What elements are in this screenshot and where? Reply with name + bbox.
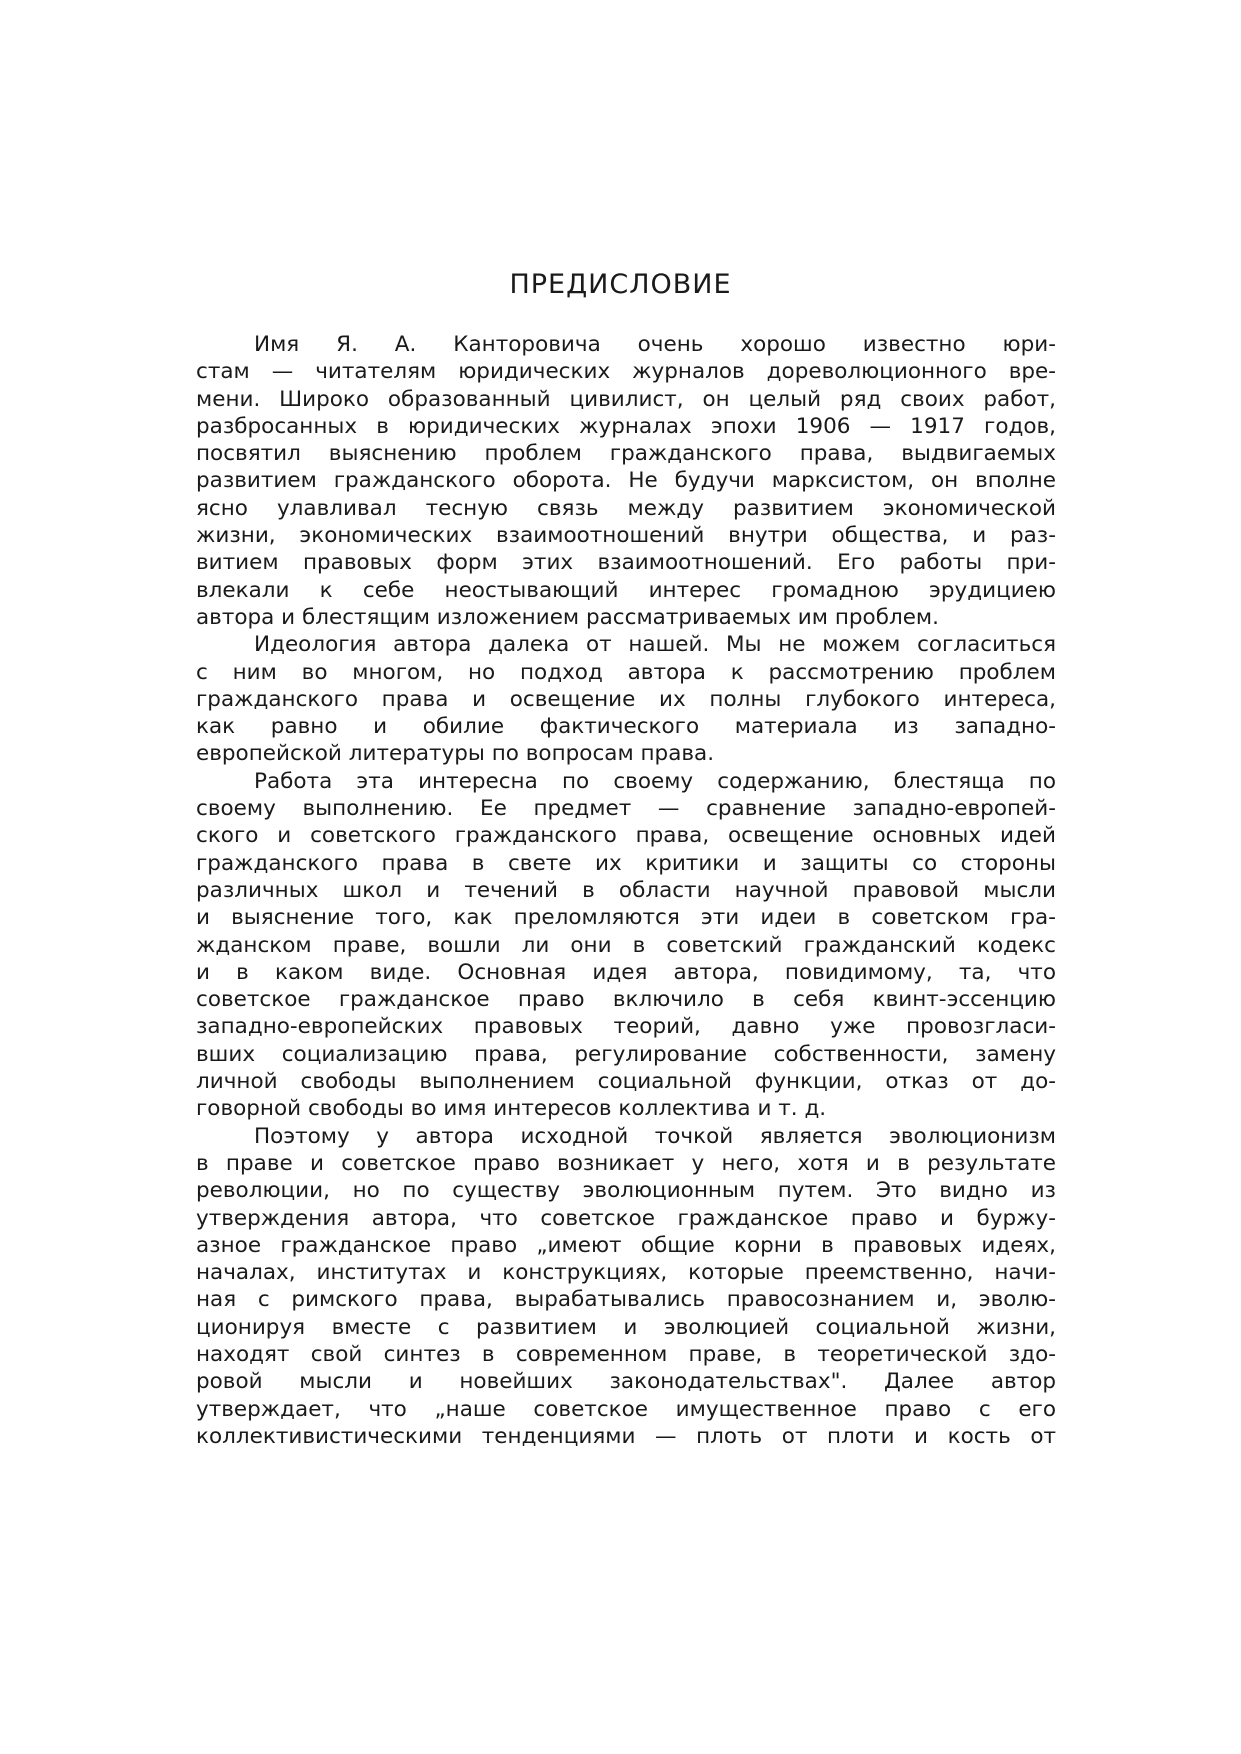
text-line: советское гражданское право включило в себя квинт-эссенцию [196, 987, 1056, 1013]
text-line: разбросанных в юридических журналах эпохи 1906 — 1917 годов, [196, 413, 1056, 439]
text-line: с ним во многом, но подход автора к рассмотрению проблем [196, 659, 1056, 685]
text-line: ского и советского гражданского права, освещение основных идей [196, 823, 1056, 849]
text-line: утверждает, что „наше советское имущественное право с его [196, 1396, 1056, 1422]
text-line: находят свой синтез в современном праве, в теоретической здо- [196, 1341, 1056, 1367]
text-line: вших социализацию права, регулирование собственности, замену [196, 1041, 1056, 1067]
text-line: и выяснение того, как преломляются эти идеи в советском гра- [196, 905, 1056, 931]
text-line: своему выполнению. Ее предмет — сравнение западно-европей- [196, 796, 1056, 822]
text-line: витием правовых форм этих взаимоотношений. Его работы при- [196, 550, 1056, 576]
text-line: Поэтому у автора исходной точкой является эволюционизм [254, 1123, 1056, 1149]
text-line: говорной свободы во имя интересов коллектива и т. д. [196, 1096, 827, 1122]
text-line: революции, но по существу эволюционным путем. Это видно из [196, 1178, 1056, 1204]
text-line: ровой мысли и новейших законодательствах". Далее автор [196, 1369, 1056, 1395]
text-line: коллективистическими тенденциями — плоть от плоти и кость от [196, 1423, 1056, 1449]
text-line: началах, институтах и конструкциях, которые преемственно, начи- [196, 1260, 1056, 1286]
text-line: различных школ и течений в области научной правовой мысли [196, 877, 1056, 903]
text-line: ционируя вместе с развитием и эволюцией социальной жизни, [196, 1314, 1056, 1340]
preface-text [196, 331, 1056, 1450]
text-line: жданском праве, вошли ли они в советский гражданский кодекс [196, 932, 1056, 958]
text-line: влекали к себе неостывающий интерес громадною эрудициею [196, 577, 1056, 603]
text-line: азное гражданское право „имеют общие корни в правовых идеях, [196, 1232, 1056, 1258]
text-line: Работа эта интересна по своему содержанию, блестяща по [254, 768, 1056, 794]
text-line: автора и блестящим изложением рассматриваемых им проблем. [196, 604, 939, 630]
text-line: ная с римского права, вырабатывались правосознанием и, эволю- [196, 1287, 1056, 1313]
text-line: гражданского права и освещение их полны глубокого интереса, [196, 686, 1056, 712]
text-line: Имя Я. А. Канторовича очень хорошо известно юри- [254, 332, 1056, 357]
text-line: европейской литературы по вопросам права. [196, 741, 715, 767]
text-line: ясно улавливал тесную связь между развитием экономической [196, 495, 1056, 521]
text-line: стам — читателям юридических журналов дореволюционного вре- [196, 359, 1056, 385]
text-line: жизни, экономических взаимоотношений внутри общества, и раз- [196, 523, 1056, 549]
text-line: мени. Широко образованный цивилист, он целый ряд своих работ, [196, 386, 1056, 412]
page-title: ПРЕДИСЛОВИЕ [509, 269, 732, 300]
text-line: утверждения автора, что советское гражданское право и буржу- [196, 1205, 1056, 1231]
text-line: личной свободы выполнением социальной функции, отказ от до- [196, 1069, 1056, 1095]
text-line: гражданского права в свете их критики и защиты со стороны [196, 850, 1056, 876]
text-line: в праве и советское право возникает у него, хотя и в результате [196, 1150, 1056, 1176]
text-line: и в каком виде. Основная идея автора, повидимому, та, что [196, 959, 1056, 985]
text-line: развитием гражданского оборота. Не будучи марксистом, он вполне [196, 468, 1056, 494]
text-line: западно-европейских правовых теорий, давно уже провозгласи- [196, 1014, 1056, 1040]
text-line: посвятил выяснению проблем гражданского права, выдвигаемых [196, 441, 1056, 467]
text-line: Идеология автора далека от нашей. Мы не можем согласиться [254, 632, 1056, 658]
text-line: как равно и обилие фактического материала из западно- [196, 714, 1056, 740]
